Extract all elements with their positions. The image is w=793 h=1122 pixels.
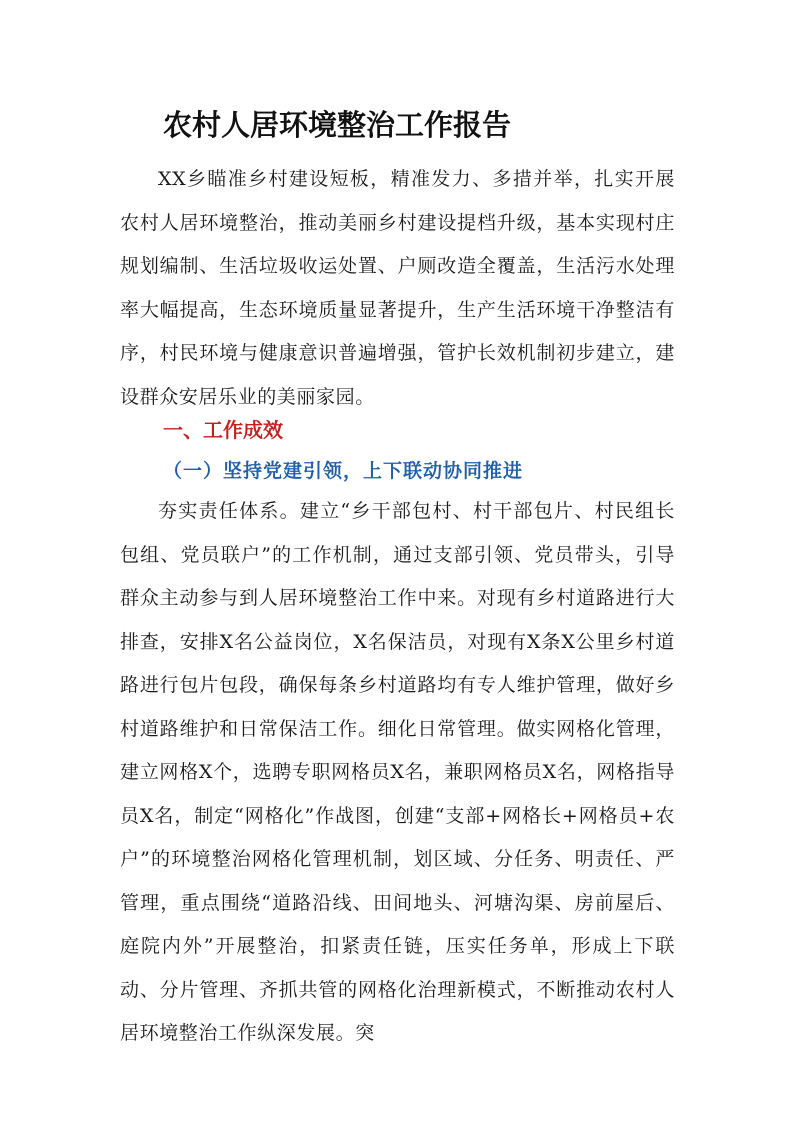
subsection-heading: （一）坚持党建引领，上下联动协同推进 [163,460,524,482]
section-heading: 一、工作成效 [163,418,283,442]
document-title: 农村人居环境整治工作报告 [163,108,512,142]
intro-paragraph: XX乡瞄准乡村建设短板，精准发力、多措并举，扎实开展农村人居环境整治，推动美丽乡村建设提档升级，基本实现村庄规划编制、生活垃圾收运处置、户厕改造全覆盖，生活污水处理率大幅提高，生态环境质量显著提升，生产生活环境干净整洁有序，村民环境与健康意识普遍增强，管护长效机制初步建立，建设群众安居乐业的美丽家园。 [120,168,675,408]
body-paragraph: 夯实责任体系。建立“乡干部包村、村干部包片、村民组长包组、党员联户”的工作机制，通过支部引领、党员带头，引导群众主动参与到人居环境整治工作中来。对现有乡村道路进行大排查，安排X名公益岗位，X名保洁员，对现有X条X公里乡村道路进行包片包段，确保每条乡村道路均有专人维护管理，做好乡村道路维护和日常保洁工作。细化日常管理。做实网格化管理，建立网格X个，选聘专职网格员X名，兼职网格员X名，网格指导员X名，制定“网格化”作战图，创建“支部+网格长+网格员+农户”的环境整治网格化管理机制，划区域、分任务、明责任、严管理，重点围绕“道路沿线、田间地头、河塘沟渠、房前屋后、庭院内外”开展整治，扣紧责任链，压实任务单，形成上下联动、分片管理、齐抓共管的网格化治理新模式，不断推动农村人居环境整治工作纵深发展。突 [120,500,675,1044]
